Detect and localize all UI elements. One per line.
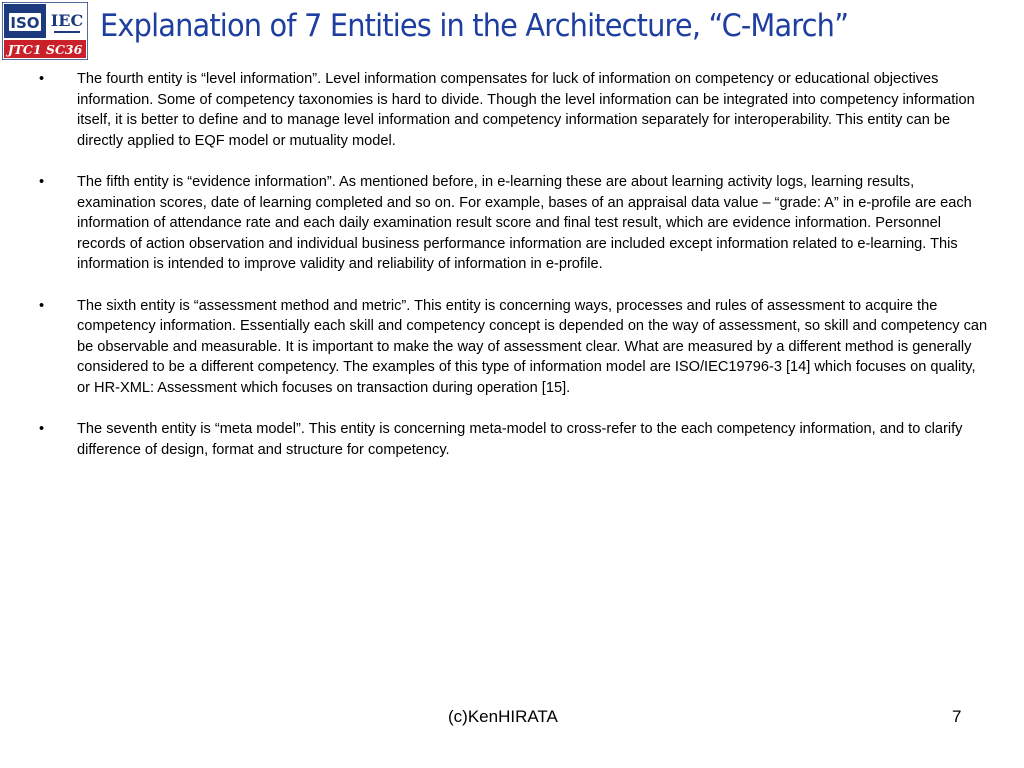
logo-iec-text: IEC [50, 11, 84, 30]
logo-jtc1-sc36-text: JTC1 SC36 [7, 42, 83, 57]
logo-graphic [2, 2, 88, 60]
bullet-marker: • [39, 421, 45, 437]
bullet-item-fifth-entity [36, 172, 988, 275]
bullet-text: The seventh entity is “meta model”. This entity is concerning meta-model to cross-refer to the each competency information, and to clarify difference of design, format and structure for competency. [77, 421, 963, 458]
slide-title: Explanation of 7 Entities in the Architecture, “C-March” [100, 8, 849, 44]
bullet-item-fourth-entity [36, 69, 988, 151]
bullet-marker: • [39, 174, 45, 190]
footer-author: (c)KenHIRATA [448, 707, 558, 726]
bullet-marker: • [39, 71, 45, 87]
logo-iso-text: ISO [10, 14, 40, 32]
bullet-item-sixth-entity [36, 296, 988, 399]
bullet-text: The sixth entity is “assessment method and metric”. This entity is concerning ways, processes and rules of assessment to acquire the competency information. Essentially each skill and competency concept is depended on the way of assessment, so skill and competency can be observable and measurable. It is important to make the way of assessment clear. What are measured by a different method is generally considered to be a different competency. The examples of this type of information model are ISO/IEC19796-3 [14] which focuses on quality, or HR-XML: Assessment which focuses on transaction during operation [15]. [77, 297, 988, 396]
bullet-marker: • [39, 297, 45, 314]
bullet-text: The fourth entity is “level information”. Level information compensates for luck of information on competency or educational objectives information. Some of competency taxonomies is hard to divide. Though the level information can be integrated into competency information itself, it is better to define and to manage level information and competency information separately for interoperability. This entity can be directly applied to EQF model or mutuality model. [77, 71, 975, 149]
iso-iec-jtc1-sc36-logo [2, 2, 88, 60]
bullet-item-seventh-entity [36, 419, 988, 460]
page-number: 7 [952, 707, 962, 726]
bullet-text: The fifth entity is “evidence information”. As mentioned before, in e-learning these are about learning activity logs, learning results, examination scores, date of learning completed and so on. For example, bases of an appraisal data value – “grade: A” in e-profile are each information of attendance rate and each daily examination result score and final test result, which are evidence information. Personnel records of action observation and individual business performance information are included except information related to e-learning. This information is intended to improve validity and reliability of information in e-profile. [77, 174, 972, 272]
bullet-list [36, 69, 988, 460]
